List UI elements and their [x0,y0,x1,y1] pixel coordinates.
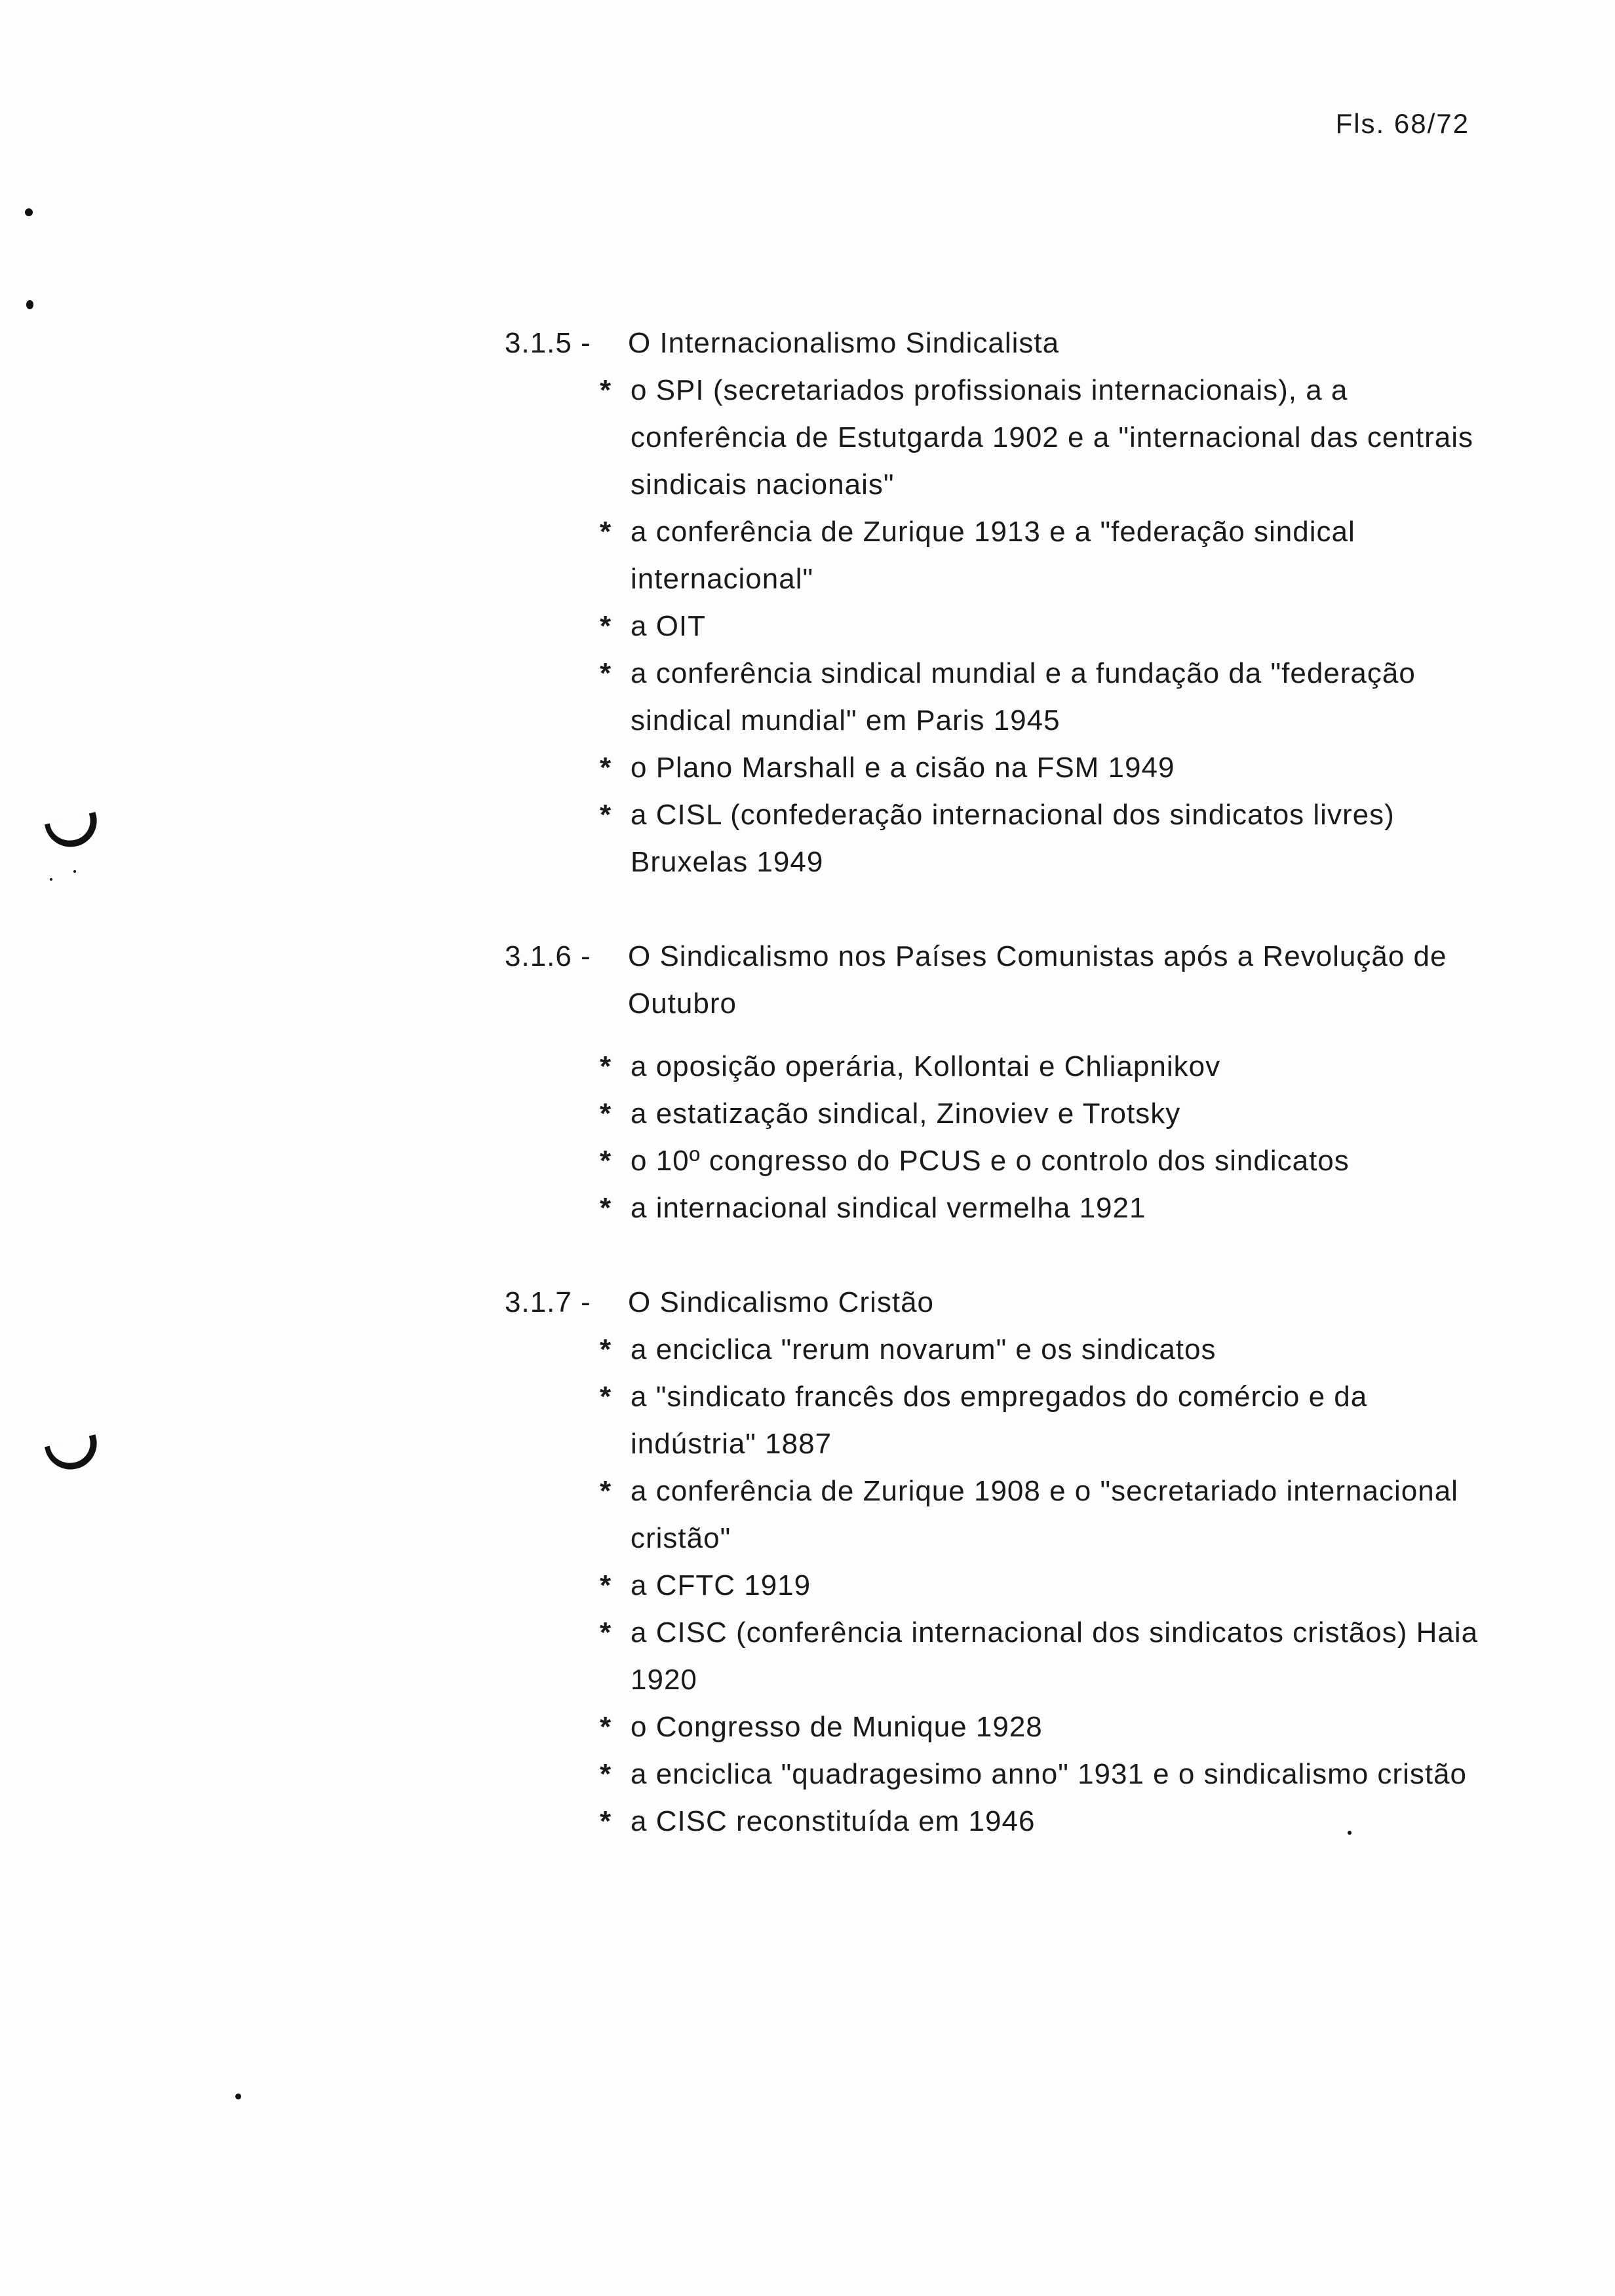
punch-hole-mark [45,1434,102,1475]
list-item [600,1751,1481,1798]
scan-speck [73,870,76,873]
scan-speck [235,2094,241,2099]
list-item-text: a estatização sindical, Zinoviev e Trotsky [631,1098,1181,1130]
bullet-asterisk: * [600,1711,612,1743]
bullet-asterisk: * [600,374,612,406]
list-item-text: a CISC reconstituída em 1946 [631,1805,1036,1837]
punch-hole-mark [45,812,102,852]
bullet-asterisk: * [600,1145,612,1177]
list-item-text: o 10º congresso do PCUS e o controlo dos sindicatos [631,1145,1350,1177]
list-item [600,792,1481,886]
bullet-asterisk: * [600,1758,612,1790]
section-item-list [505,1326,1481,1845]
list-item [600,367,1481,508]
list-item [600,1090,1481,1138]
bullet-asterisk: * [600,1569,612,1601]
section-3-1-6 [505,933,1481,1232]
list-item [600,650,1481,744]
bullet-asterisk: * [600,1050,612,1082]
list-item [600,1704,1481,1751]
bullet-asterisk: * [600,1381,612,1413]
document-body [505,320,1481,1845]
section-3-1-5 [505,320,1481,886]
section-title: O Internacionalismo Sindicalista [628,327,1060,359]
list-item [600,1468,1481,1562]
section-item-list [505,1043,1481,1232]
list-item [600,1562,1481,1609]
list-item-text: o Congresso de Munique 1928 [631,1711,1043,1743]
list-item-text: a CISL (confederação internacional dos sindicatos livres) Bruxelas 1949 [631,799,1395,878]
list-item [600,1373,1481,1468]
list-item-text: a CISC (conferência internacional dos sindicatos cristãos) Haia 1920 [631,1617,1479,1696]
bullet-asterisk: * [600,657,612,689]
section-3-1-7 [505,1279,1481,1845]
list-item [600,1185,1481,1232]
bullet-asterisk: * [600,1098,612,1130]
scan-speck [26,300,33,309]
list-item [600,1326,1481,1373]
bullet-asterisk: * [600,752,612,784]
section-number: 3.1.7 - [505,1286,591,1318]
list-item-text: a conferência sindical mundial e a fundação da "federação sindical mundial" em Paris 1945 [631,657,1416,737]
bullet-asterisk: * [600,610,612,642]
section-number: 3.1.5 - [505,327,591,359]
page-folio: Fls. 68/72 [1335,108,1469,139]
scan-speck [25,208,33,216]
bullet-asterisk: * [600,1617,612,1649]
list-item [600,1043,1481,1090]
list-item-text: a conferência de Zurique 1913 e a "federação sindical internacional" [631,516,1355,595]
list-item [600,744,1481,792]
bullet-asterisk: * [600,1333,612,1366]
list-item-text: a internacional sindical vermelha 1921 [631,1192,1146,1224]
section-title: O Sindicalismo nos Países Comunistas após a Revolução de Outubro [628,940,1447,1020]
bullet-asterisk: * [600,799,612,831]
list-item-text: a conferência de Zurique 1908 e o "secretariado internacional cristão" [631,1475,1458,1554]
list-item-text: a oposição operária, Kollontai e Chliapnikov [631,1050,1221,1082]
list-item-text: o Plano Marshall e a cisão na FSM 1949 [631,752,1175,784]
section-item-list [505,367,1481,886]
list-item-text: a enciclica "quadragesimo anno" 1931 e o sindicalismo cristão [631,1758,1468,1790]
bullet-asterisk: * [600,1805,612,1837]
scan-speck [50,878,52,881]
list-item-text: a OIT [631,610,707,642]
list-item [600,603,1481,650]
section-heading [505,933,1481,1027]
section-heading [505,320,1481,367]
section-title: O Sindicalismo Cristão [628,1286,935,1318]
list-item-text: o SPI (secretariados profissionais internacionais), a a conferência de Estutgarda 1902 e a "internacional das centrais sindicais nacionais" [631,374,1473,501]
list-item-text: a "sindicato francês dos empregados do comércio e da indústria" 1887 [631,1381,1368,1460]
list-item [600,1798,1481,1845]
list-item-text: a CFTC 1919 [631,1569,811,1601]
list-item [600,1609,1481,1704]
section-heading [505,1279,1481,1326]
bullet-asterisk: * [600,1475,612,1507]
list-item [600,1138,1481,1185]
section-number: 3.1.6 - [505,940,591,972]
bullet-asterisk: * [600,1192,612,1224]
bullet-asterisk: * [600,516,612,548]
list-item-text: a enciclica "rerum novarum" e os sindicatos [631,1333,1216,1366]
list-item [600,508,1481,603]
